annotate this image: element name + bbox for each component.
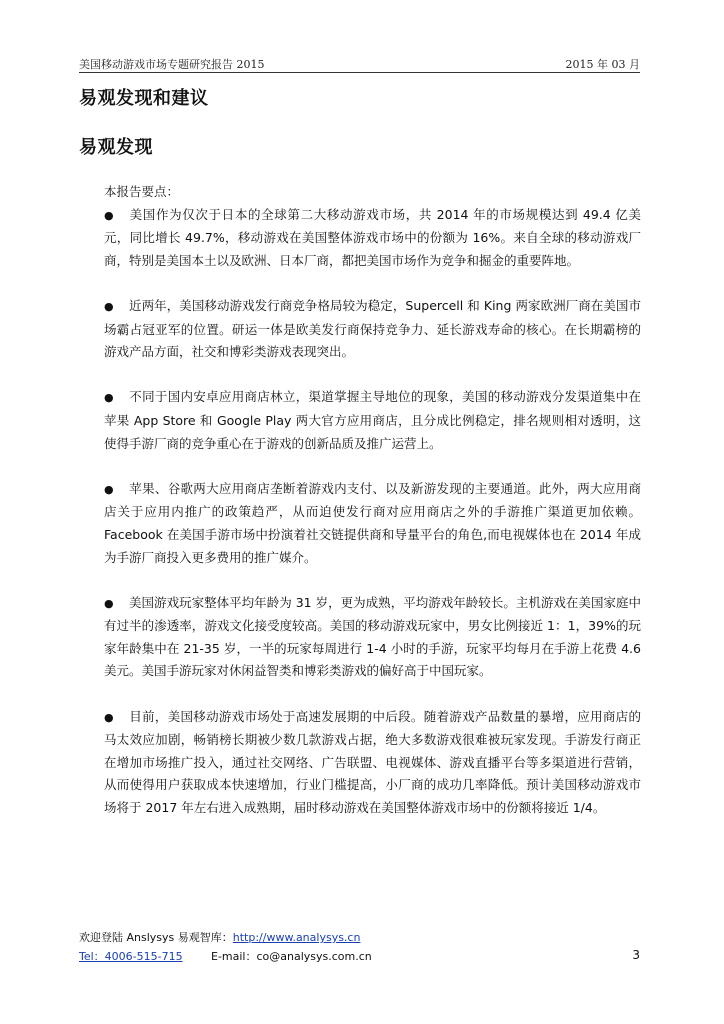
telephone-link[interactable]: Tel：4006-515-715 — [79, 950, 183, 963]
subsection-title: 易观发现 — [79, 137, 153, 158]
key-points-list — [104, 204, 641, 820]
key-point-text: 不同于国内安卓应用商店林立，渠道掌握主导地位的现象，美国的移动游戏分发渠道集中在苹果 App Store 和 Google Play 两大官方应用商店，且分成比例稳定，排名规则相对透明，这使得手游厂商的竞争重心在于游戏的创新品质及推广运营上。 — [104, 389, 641, 451]
key-point-text: 目前，美国移动游戏市场处于高速发展期的中后段。随着游戏产品数量的暴增，应用商店的马太效应加剧，畅销榜长期被少数几款游戏占据，绝大多数游戏很难被玩家发现。手游发行商正在增加市场推广投入，通过社交网络、广告联盟、电视媒体、游戏直播平台等多渠道进行营销，从而使得用户获取成本快速增加，行业门槛提高，小厂商的成功几率降低。预计美国移动游戏市场将于 2017 年左右进入成熟期，届时移动游戏在美国整体游戏市场中的份额将接近 1/4。 — [104, 708, 641, 816]
footer-welcome-text: 欢迎登陆 Anslysys 易观智库： — [79, 931, 233, 944]
summary-label: 本报告要点： — [104, 184, 180, 199]
key-point — [104, 204, 641, 273]
website-link[interactable]: http://www.analysys.cn — [232, 931, 361, 944]
page-number: 3 — [632, 948, 640, 962]
report-body — [104, 181, 641, 842]
bullet-icon: ● — [104, 596, 114, 610]
key-point-text: 近两年，美国移动游戏发行商竞争格局较为稳定，Supercell 和 King 两家欧洲厂商在美国市场霸占冠亚军的位置。研运一体是欧美发行商保持竞争力、延长游戏寿命的核心。在长期霸榜的游戏产品方面，社交和博彩类游戏表现突出。 — [104, 297, 641, 360]
report-title-header: 美国移动游戏市场专题研究报告 2015 — [79, 58, 265, 71]
key-point — [104, 295, 641, 364]
footer-welcome — [79, 929, 360, 945]
key-point-text: 美国游戏玩家整体平均年龄为 31 岁，更为成熟，平均游戏年龄较长。主机游戏在美国家庭中有过半的渗透率，游戏文化接受度较高。美国的移动游戏玩家中，男女比例接近 1：1，39%的玩家年龄集中在 21-35 岁，一半的玩家每周进行 1-4 小时的手游，玩家平均每月在手游上花费 4.6 美元。美国手游玩家对休闲益智类和博彩类游戏的偏好高于中国玩家。 — [104, 594, 641, 679]
bullet-icon: ● — [104, 391, 114, 405]
bullet-icon: ● — [104, 299, 114, 313]
email-text: E-mail：co@analysys.com.cn — [211, 950, 372, 963]
key-point — [104, 386, 641, 455]
key-point — [104, 592, 641, 683]
section-title: 易观发现和建议 — [79, 88, 209, 109]
report-date-header: 2015 年 03 月 — [565, 58, 640, 71]
header-divider — [79, 72, 640, 73]
key-point-text: 美国作为仅次于日本的全球第二大移动游戏市场，共 2014 年的市场规模达到 49.4 亿美元，同比增长 49.7%，移动游戏在美国整体游戏市场中的份额为 16%。来自全球的移动游戏厂商，特别是美国本土以及欧洲、日本厂商，都把美国市场作为竞争和掘金的重要阵地。 — [104, 206, 641, 268]
bullet-icon: ● — [104, 482, 114, 496]
key-point-text: 苹果、谷歌两大应用商店垄断着游戏内支付、以及新游发现的主要通道。此外，两大应用商店关于应用内推广的政策趋严，从而迫使发行商对应用商店之外的手游推广渠道更加依赖。Facebook 在美国手游市场中扮演着社交链提供商和导量平台的角色,而电视媒体也在 2014 年成为手游厂商投入更多费用的推广媒介。 — [104, 480, 641, 565]
bullet-icon: ● — [104, 710, 114, 724]
key-point — [104, 706, 641, 820]
footer-contact — [79, 948, 640, 964]
key-point — [104, 478, 641, 569]
bullet-icon: ● — [104, 208, 114, 222]
